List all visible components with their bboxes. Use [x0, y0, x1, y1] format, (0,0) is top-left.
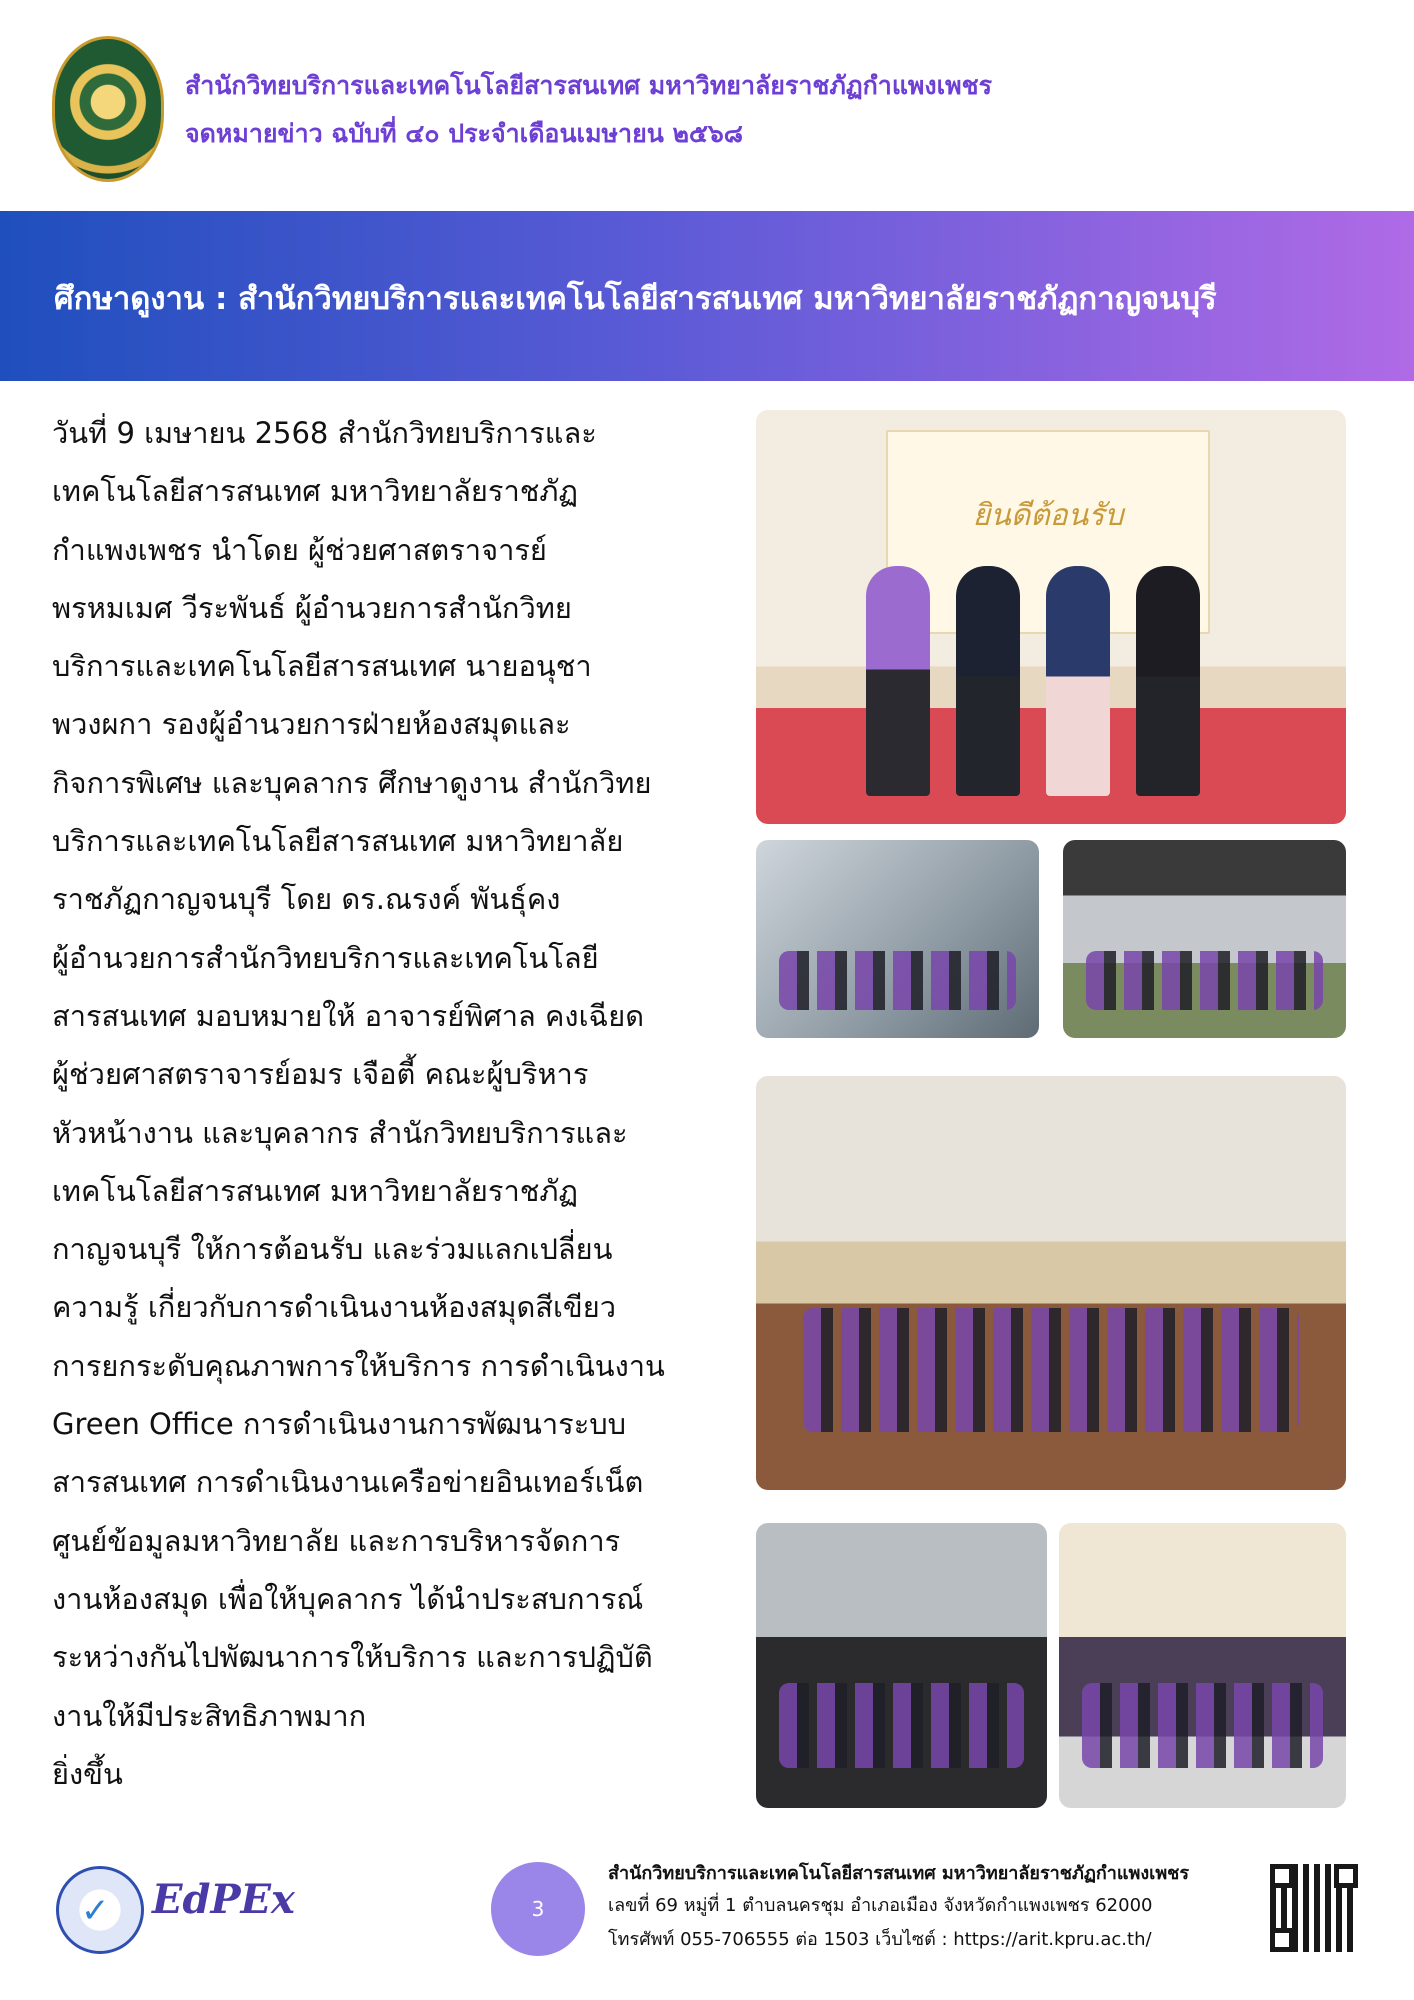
group-figures	[803, 1308, 1299, 1432]
iso-certification-logo	[56, 1866, 144, 1954]
article-line: สารสนเทศ การดำเนินงานเครือข่ายอินเทอร์เน็ต	[52, 1465, 644, 1500]
page-number: 3	[491, 1862, 585, 1956]
article-line: สารสนเทศ มอบหมายให้ อาจารย์พิศาล คงเฉียด	[52, 998, 645, 1033]
edpex-logo: EdPEx	[152, 1876, 295, 1923]
article-line: หัวหน้างาน และบุคลากร สำนักวิทยบริการและ	[52, 1115, 628, 1150]
qr-finder-pattern	[1270, 1928, 1294, 1952]
footer-organization: สำนักวิทยบริการและเทคโนโลยีสารสนเทศ มหาวิทยาลัยราชภัฏกำแพงเพชร	[608, 1863, 1190, 1884]
article-line: ความรู้ เกี่ยวกับการดำเนินงานห้องสมุดสีเขียว	[52, 1290, 617, 1325]
person-figure	[866, 566, 930, 796]
page-header	[0, 0, 1414, 210]
group-figures	[1086, 951, 1324, 1010]
footer-address: เลขที่ 69 หมู่ที่ 1 ตำบลนครชุม อำเภอเมือง จังหวัดกำแพงเพชร 62000	[608, 1895, 1153, 1916]
article-line: ศูนย์ข้อมูลมหาวิทยาลัย และการบริหารจัดการ	[52, 1523, 621, 1558]
title-banner	[0, 211, 1414, 381]
article-line: ผู้ช่วยศาสตราจารย์อมร เจือตี้ คณะผู้บริหาร	[52, 1057, 589, 1092]
article-line: Green Office การดำเนินงานการพัฒนาระบบ	[52, 1407, 627, 1442]
article-line: งานให้มีประสิทธิภาพมาก	[52, 1698, 367, 1733]
article-line: กาญจนบุรี ให้การต้อนรับ และร่วมแลกเปลี่ยน	[52, 1232, 613, 1267]
article-line: งานห้องสมุด เพื่อให้บุคลากร ได้นำประสบการณ์	[52, 1581, 644, 1616]
person-figure	[1136, 566, 1200, 796]
welcome-sign-text: ยินดีต้อนรับ	[972, 498, 1124, 533]
header-organization: สำนักวิทยบริการและเทคโนโลยีสารสนเทศ มหาวิทยาลัยราชภัฏกำแพงเพชร	[185, 71, 993, 100]
group-figures	[1082, 1683, 1323, 1769]
article-line: เทคโนโลยีสารสนเทศ มหาวิทยาลัยราชภัฏ	[52, 1173, 578, 1208]
article-line: เทคโนโลยีสารสนเทศ มหาวิทยาลัยราชภัฏ	[52, 474, 578, 509]
article-line: พรหมเมศ วีระพันธ์ ผู้อำนวยการสำนักวิทย	[52, 590, 572, 625]
checkmark-icon: ✓	[81, 1891, 110, 1931]
header-newsletter-issue: จดหมายข่าว ฉบับที่ ๔๐ ประจำเดือนเมษายน ๒๕๖๘	[185, 119, 744, 148]
photo-executives-welcome	[756, 410, 1346, 824]
qr-finder-pattern	[1334, 1864, 1358, 1888]
group-figures	[779, 951, 1017, 1010]
photo-server-room	[756, 1523, 1047, 1808]
article-line: บริการและเทคโนโลยีสารสนเทศ มหาวิทยาลัย	[52, 824, 624, 859]
article-title: ศึกษาดูงาน : สำนักวิทยบริการและเทคโนโลยีสารสนเทศ มหาวิทยาลัยราชภัฏกาญจนบุรี	[54, 281, 1217, 317]
article-line: พวงผกา รองผู้อำนวยการฝ่ายห้องสมุดและ	[52, 707, 571, 742]
article-line: ราชภัฏกาญจนบุรี โดย ดร.ณรงค์ พันธุ์คง	[52, 882, 561, 917]
group-figures	[779, 1683, 1023, 1769]
qr-code	[1270, 1864, 1358, 1952]
article-line: วันที่ 9 เมษายน 2568 สำนักวิทยบริการและ	[52, 416, 597, 450]
article-line: บริการและเทคโนโลยีสารสนเทศ นายอนุชา	[52, 649, 592, 684]
photo-group-building	[1063, 840, 1346, 1038]
article-line: กำแพงเพชร นำโดย ผู้ช่วยศาสตราจารย์	[52, 532, 547, 567]
photo-library-visit	[756, 840, 1039, 1038]
university-logo	[52, 36, 164, 182]
article-line: ระหว่างกันไปพัฒนาการให้บริการ และการปฏิบัติ	[52, 1640, 653, 1675]
footer-contact: โทรศัพท์ 055-706555 ต่อ 1503 เว็บไซต์ : https://arit.kpru.ac.th/	[608, 1929, 1152, 1950]
person-figure	[1046, 566, 1110, 796]
article-body	[52, 404, 742, 1803]
qr-finder-pattern	[1270, 1864, 1294, 1888]
person-figure	[956, 566, 1020, 796]
article-line: ยิ่งขึ้น	[52, 1756, 123, 1791]
article-line: กิจการพิเศษ และบุคลากร ศึกษาดูงาน สำนักวิทย	[52, 765, 652, 800]
photo-conference-table	[1059, 1523, 1346, 1808]
article-line: การยกระดับคุณภาพการให้บริการ การดำเนินงาน	[52, 1348, 665, 1383]
photo-meeting-room	[756, 1076, 1346, 1490]
article-line: ผู้อำนวยการสำนักวิทยบริการและเทคโนโลยี	[52, 940, 599, 975]
